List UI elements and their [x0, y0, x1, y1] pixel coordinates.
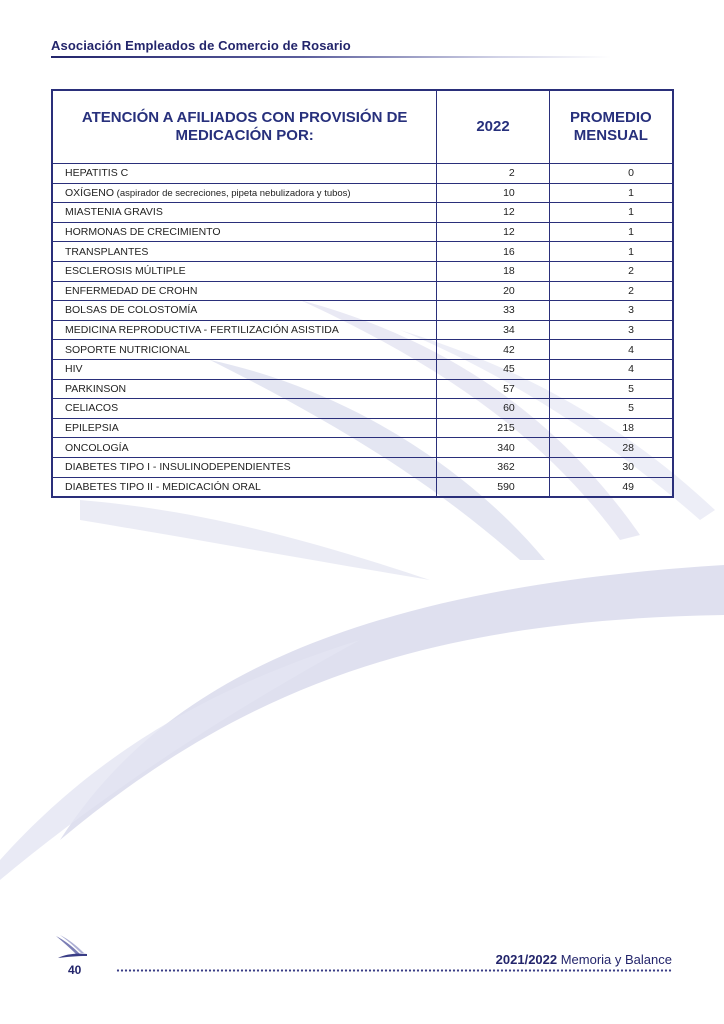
row-category-label: SOPORTE NUTRICIONAL	[65, 343, 191, 356]
row-year-value: 340	[437, 438, 549, 458]
row-monthly-average: 28	[549, 438, 673, 458]
row-monthly-average: 5	[549, 399, 673, 419]
row-category	[52, 340, 437, 360]
table-row	[52, 183, 673, 203]
row-monthly-average: 49	[549, 477, 673, 497]
row-monthly-average: 4	[549, 340, 673, 360]
header-category: ATENCIÓN A AFILIADOS CON PROVISIÓN DE MEDICACIÓN POR:	[52, 90, 437, 164]
row-category	[52, 477, 437, 497]
table-row	[52, 301, 673, 321]
table-row	[52, 457, 673, 477]
row-category-label: DIABETES TIPO I - INSULINODEPENDIENTES	[65, 461, 291, 474]
row-category-label: DIABETES TIPO II - MEDICACIÓN ORAL	[65, 480, 261, 493]
row-monthly-average: 18	[549, 418, 673, 438]
table-row	[52, 261, 673, 281]
row-category-note: (aspirador de secreciones, pipeta nebulizadora y tubos)	[114, 187, 351, 199]
row-category-label: ONCOLOGÍA	[65, 441, 129, 454]
row-category	[52, 438, 437, 458]
row-year-value: 18	[437, 261, 549, 281]
row-category-label: MIASTENIA GRAVIS	[65, 206, 163, 219]
row-year-value: 42	[437, 340, 549, 360]
row-monthly-average: 0	[549, 164, 673, 184]
footer-years: 2021/2022	[495, 952, 558, 967]
row-monthly-average: 2	[549, 261, 673, 281]
row-monthly-average: 1	[549, 222, 673, 242]
table-row	[52, 164, 673, 184]
row-year-value: 45	[437, 359, 549, 379]
row-category	[52, 261, 437, 281]
table-row	[52, 242, 673, 262]
row-category-label: HORMONAS DE CRECIMIENTO	[65, 226, 221, 239]
table-row	[52, 320, 673, 340]
page-number: 40	[68, 963, 82, 977]
row-category-label: OXÍGENO	[65, 186, 115, 199]
table-row	[52, 477, 673, 497]
row-category-label: PARKINSON	[65, 382, 127, 395]
table-row	[52, 340, 673, 360]
row-monthly-average: 3	[549, 301, 673, 321]
table-row	[52, 438, 673, 458]
row-category	[52, 183, 437, 203]
row-category-label: MEDICINA REPRODUCTIVA - FERTILIZACIÓN ASISTIDA	[65, 324, 339, 337]
row-year-value: 2	[437, 164, 549, 184]
header-rule	[51, 56, 611, 58]
row-year-value: 12	[437, 222, 549, 242]
row-category-label: CELIACOS	[65, 402, 119, 415]
row-monthly-average: 5	[549, 379, 673, 399]
row-category	[52, 457, 437, 477]
row-monthly-average: 4	[549, 359, 673, 379]
row-year-value: 10	[437, 183, 549, 203]
row-monthly-average: 30	[549, 457, 673, 477]
row-category	[52, 222, 437, 242]
row-year-value: 590	[437, 477, 549, 497]
row-category-label: ENFERMEDAD DE CROHN	[65, 284, 198, 297]
row-year-value: 34	[437, 320, 549, 340]
row-category	[52, 301, 437, 321]
row-monthly-average: 3	[549, 320, 673, 340]
row-category	[52, 379, 437, 399]
row-year-value: 60	[437, 399, 549, 419]
row-category	[52, 359, 437, 379]
row-monthly-average: 2	[549, 281, 673, 301]
header-year: 2022	[437, 90, 549, 164]
row-category-label: EPILEPSIA	[65, 422, 119, 435]
footer-doc-title: Memoria y Balance	[557, 952, 672, 967]
header-monthly-average: PROMEDIO MENSUAL	[549, 90, 673, 164]
table-header-row	[52, 90, 673, 164]
row-year-value: 20	[437, 281, 549, 301]
row-category	[52, 164, 437, 184]
row-category	[52, 281, 437, 301]
footer-title	[496, 952, 672, 967]
row-year-value: 16	[437, 242, 549, 262]
table-row	[52, 203, 673, 223]
row-year-value: 33	[437, 301, 549, 321]
table-row	[52, 359, 673, 379]
table-row	[52, 379, 673, 399]
table-row	[52, 399, 673, 419]
row-year-value: 215	[437, 418, 549, 438]
row-year-value: 362	[437, 457, 549, 477]
row-category-label: BOLSAS DE COLOSTOMÍA	[65, 304, 198, 317]
table-row	[52, 418, 673, 438]
row-category	[52, 399, 437, 419]
row-category	[52, 203, 437, 223]
row-category-label: HIV	[65, 363, 83, 376]
table-row	[52, 222, 673, 242]
wing-logo-icon	[54, 934, 88, 960]
row-category	[52, 418, 437, 438]
footer-dotted-rule	[116, 969, 672, 972]
organization-title: Asociación Empleados de Comercio de Rosario	[51, 38, 351, 53]
row-category-label: HEPATITIS C	[65, 167, 129, 180]
row-year-value: 57	[437, 379, 549, 399]
row-category-label: ESCLEROSIS MÚLTIPLE	[65, 265, 186, 278]
row-category-label: TRANSPLANTES	[65, 245, 149, 258]
row-monthly-average: 1	[549, 183, 673, 203]
row-category	[52, 320, 437, 340]
row-monthly-average: 1	[549, 242, 673, 262]
table-row	[52, 281, 673, 301]
row-category	[52, 242, 437, 262]
row-year-value: 12	[437, 203, 549, 223]
medication-table	[51, 89, 674, 498]
row-monthly-average: 1	[549, 203, 673, 223]
